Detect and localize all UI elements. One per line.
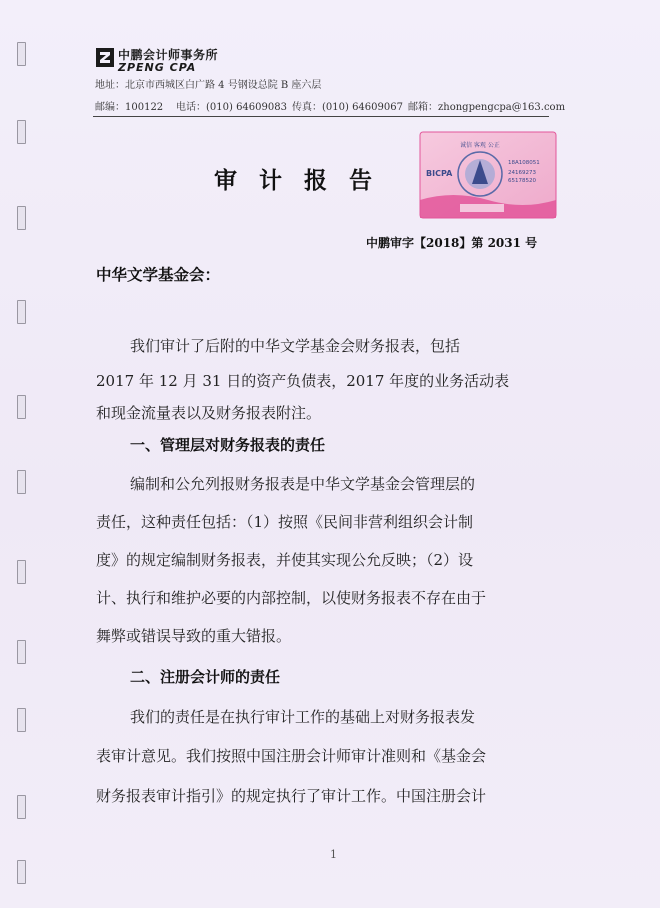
stamp-number: 18A108051	[508, 160, 540, 166]
body-line: 和现金流量表以及财务报表附注。	[96, 404, 322, 422]
binding-hole	[17, 795, 26, 819]
stamp-number: 24169273	[508, 170, 536, 176]
binding-hole	[17, 640, 26, 664]
binding-hole	[17, 42, 26, 66]
stamp-slogan: 诚信 客观 公正	[460, 142, 500, 149]
page-number: 1	[330, 848, 337, 861]
firm-fax: 传真：(010) 64609067	[292, 102, 403, 113]
binding-holes	[0, 0, 40, 908]
firm-phone: 电话：(010) 64609083	[176, 102, 287, 113]
binding-hole	[17, 206, 26, 230]
body-line: 计、执行和维护必要的内部控制，以使财务报表不存在由于	[96, 589, 487, 607]
body-line: 表审计意见。我们按照中国注册会计师审计准则和《基金会	[96, 747, 487, 765]
binding-hole	[17, 300, 26, 324]
body-line: 编制和公允列报财务报表是中华文学基金会管理层的	[130, 475, 476, 493]
firm-name-cn: 中鹏会计师事务所	[118, 48, 219, 62]
report-number: 中鹏审字【2018】第 2031 号	[366, 236, 538, 250]
firm-logo-icon	[96, 48, 114, 67]
letterhead-divider	[93, 116, 549, 117]
firm-email: 邮箱：zhongpengcpa@163.com	[408, 102, 566, 113]
report-addressee: 中华文学基金会：	[96, 265, 221, 284]
firm-address: 地址：北京市西城区白广路 4 号钢设总院 B 座六层	[95, 80, 322, 91]
stamp-number: 65178520	[508, 178, 536, 184]
report-title: 审计报告	[214, 167, 394, 194]
body-line: 财务报表审计指引》的规定执行了审计工作。中国注册会计	[96, 787, 487, 805]
binding-hole	[17, 470, 26, 494]
binding-hole	[17, 860, 26, 884]
body-line: 舞弊或错误导致的重大错报。	[96, 627, 292, 645]
firm-postcode: 邮编：100122	[95, 102, 164, 113]
body-line: 度》的规定编制财务报表，并使其实现公允反映；（2）设	[96, 551, 474, 569]
bicpa-stamp	[418, 130, 558, 220]
binding-hole	[17, 120, 26, 144]
binding-hole	[17, 395, 26, 419]
binding-hole	[17, 560, 26, 584]
firm-name-en: ZPENG CPA	[118, 61, 197, 74]
section-heading: 二、注册会计师的责任	[130, 668, 281, 686]
body-line: 2017 年 12 月 31 日的资产负债表，2017 年度的业务活动表	[96, 372, 510, 390]
section-heading: 一、管理层对财务报表的责任	[130, 436, 326, 454]
stamp-org: BICPA	[426, 169, 453, 178]
body-line: 责任，这种责任包括：（1）按照《民间非营利组织会计制	[96, 513, 474, 531]
body-line: 我们审计了后附的中华文学基金会财务报表，包括	[130, 337, 461, 355]
body-line: 我们的责任是在执行审计工作的基础上对财务报表发	[130, 708, 476, 726]
binding-hole	[17, 708, 26, 732]
